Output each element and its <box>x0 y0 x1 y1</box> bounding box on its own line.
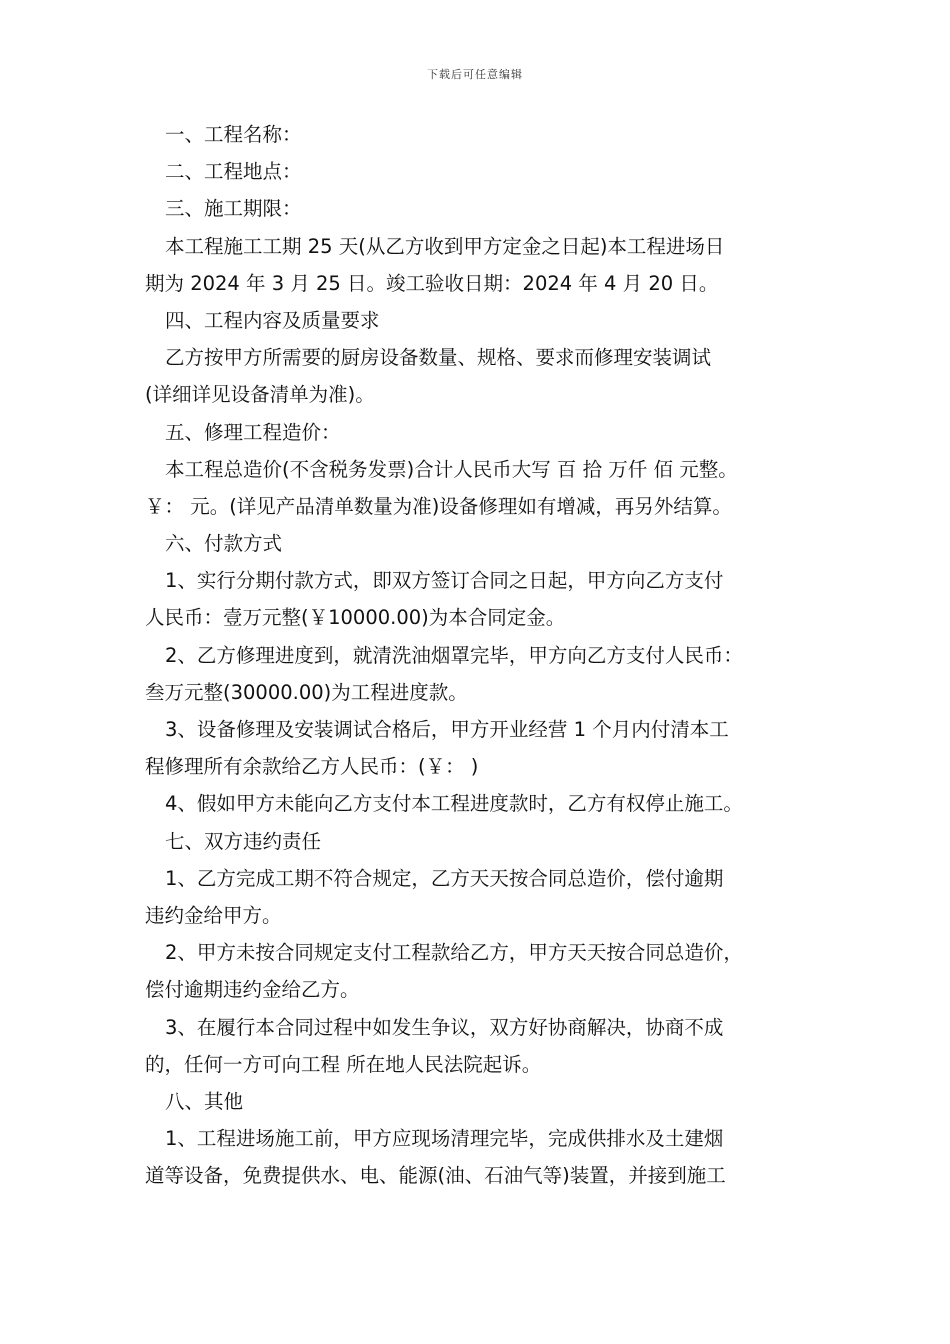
section-heading: 一、工程名称： <box>165 123 302 146</box>
paragraph-line: 程修理所有余款给乙方人民币：(￥： ) <box>145 755 479 779</box>
paragraph-line: 1、实行分期付款方式，即双方签订合同之日起，甲方向乙方支付 <box>165 569 724 593</box>
paragraph-line: 的，任何一方可向工程 所在地人民法院起诉。 <box>145 1052 542 1076</box>
section-heading: 二、工程地点： <box>165 160 302 184</box>
paragraph-line: 叁万元整(30000.00)为工程进度款。 <box>145 680 468 704</box>
contract-body <box>145 116 815 1194</box>
section-heading: 五、修理工程造价： <box>165 420 341 444</box>
header-note: 下载后可任意编辑 <box>427 68 523 81</box>
paragraph-line: 3、设备修理及安装调试合格后，甲方开业经营 1 个月内付清本工 <box>165 718 729 741</box>
paragraph-line: 1、乙方完成工期不符合规定，乙方天天按合同总造价，偿付逾期 <box>165 866 724 890</box>
section-heading: 六、付款方式 <box>165 532 283 556</box>
paragraph-line: 本工程总造价(不含税务发票)合计人民币大写 百 拾 万仟 佰 元整。 <box>165 457 738 481</box>
paragraph-line: 2、甲方未按合同规定支付工程款给乙方，甲方天天按合同总造价， <box>165 941 743 965</box>
paragraph-line: (详细详见设备清单为准)。 <box>145 383 375 407</box>
paragraph-line: 期为 2024 年 3 月 25 日。竣工验收日期：2024 年 4 月 20 日。 <box>145 271 719 295</box>
paragraph-line: 道等设备，免费提供水、电、能源(油、石油气等)装置，并接到施工 <box>145 1164 726 1188</box>
section-heading: 七、双方违约责任 <box>165 829 322 853</box>
paragraph-line: 本工程施工工期 25 天(从乙方收到甲方定金之日起)本工程进场日 <box>165 234 725 258</box>
paragraph-line: 4、假如甲方未能向乙方支付本工程进度款时，乙方有权停止施工。 <box>165 792 743 816</box>
paragraph-line: 1、工程进场施工前，甲方应现场清理完毕，完成供排水及土建烟 <box>165 1127 724 1151</box>
section-heading: 八、其他 <box>165 1089 244 1113</box>
paragraph-line: 3、在履行本合同过程中如发生争议，双方好协商解决，协商不成 <box>165 1015 724 1039</box>
paragraph-line: 乙方按甲方所需要的厨房设备数量、规格、要求而修理安装调试 <box>165 346 712 370</box>
paragraph-line: 违约金给甲方。 <box>145 903 282 927</box>
paragraph-line: ￥： 元。(详见产品清单数量为准)设备修理如有增减，再另外结算。 <box>145 494 732 518</box>
paragraph-line: 2、乙方修理进度到，就清洗油烟罩完毕，甲方向乙方支付人民币： <box>165 643 743 667</box>
section-heading: 四、工程内容及质量要求 <box>165 308 380 332</box>
paragraph-line: 人民币：壹万元整(￥10000.00)为本合同定金。 <box>145 606 566 630</box>
section-heading: 三、施工期限： <box>165 197 302 221</box>
paragraph-line: 偿付逾期违约金给乙方。 <box>145 978 360 1002</box>
